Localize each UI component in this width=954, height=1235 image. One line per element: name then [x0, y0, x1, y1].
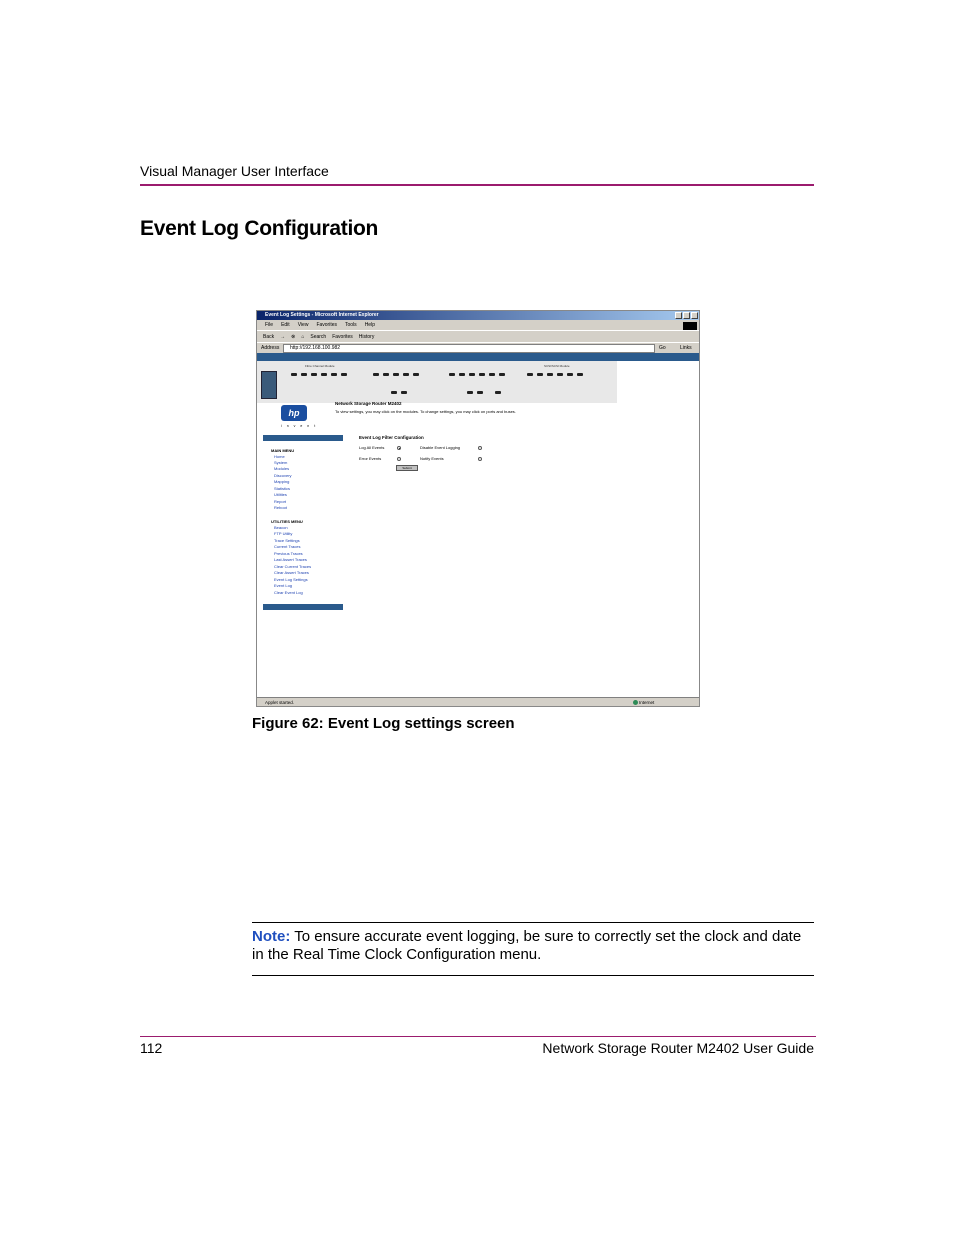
port-icon[interactable]	[403, 373, 409, 376]
port-icon[interactable]	[557, 373, 563, 376]
nav-bar-top	[263, 435, 343, 441]
port-icon[interactable]	[373, 373, 379, 376]
port-icon[interactable]	[527, 373, 533, 376]
top-banner	[257, 353, 699, 361]
invent-tagline: i n v e n t	[281, 424, 318, 428]
nav-link-event-log[interactable]: Event Log	[274, 583, 293, 588]
home-button[interactable]: ⌂	[301, 333, 305, 340]
utilities-menu-heading: UTILITIES MENU	[271, 519, 303, 524]
nav-link-utilities[interactable]: Utilities	[274, 492, 287, 497]
menu-bar	[257, 320, 699, 330]
address-input[interactable]: http://192.168.100.982	[283, 344, 655, 353]
status-bar	[257, 697, 699, 706]
port-icon[interactable]	[547, 373, 553, 376]
port-icon[interactable]	[469, 373, 475, 376]
disable-logging-radio[interactable]	[478, 446, 482, 450]
forward-button[interactable]: →	[280, 333, 286, 340]
port-icon[interactable]	[393, 373, 399, 376]
disable-logging-label: Disable Event Logging	[420, 445, 461, 450]
note-body: To ensure accurate event logging, be sure to correctly set the clock and date in the Real Time Clock Configuration menu.	[252, 928, 802, 963]
nav-link-mapping[interactable]: Mapping	[274, 479, 290, 484]
minimize-button[interactable]	[675, 312, 682, 319]
status-text: Applet started.	[265, 700, 295, 705]
links-button[interactable]: Links	[680, 345, 692, 351]
port-icon[interactable]	[391, 391, 397, 394]
nav-link-discovery[interactable]: Discovery	[274, 473, 292, 478]
nav-link-trace-settings[interactable]: Trace Settings	[274, 538, 300, 543]
log-all-events-radio[interactable]	[397, 446, 401, 450]
nav-link-statistics[interactable]: Statistics	[274, 486, 291, 491]
hp-logo: hp	[281, 405, 307, 421]
port-icon[interactable]	[577, 373, 583, 376]
scsi-module-label: SCSI/SCSI Module	[544, 364, 570, 368]
note-rule-bottom	[252, 975, 814, 976]
nav-link-ftp-utility[interactable]: FTP Utility	[274, 531, 293, 536]
close-button[interactable]	[691, 312, 698, 319]
menu-favorites[interactable]: Favorites	[316, 322, 337, 328]
error-events-radio[interactable]	[397, 457, 401, 461]
menu-help[interactable]: Help	[364, 322, 375, 328]
nav-link-last-assert-traces[interactable]: Last Assert Traces	[274, 557, 307, 562]
menu-file[interactable]: File	[265, 322, 274, 328]
notify-events-radio[interactable]	[478, 457, 482, 461]
port-icon[interactable]	[383, 373, 389, 376]
port-icon[interactable]	[479, 373, 485, 376]
internet-zone-icon	[633, 700, 638, 705]
port-icon[interactable]	[537, 373, 543, 376]
nav-link-clear-current-traces[interactable]: Clear Current Traces	[274, 564, 312, 569]
note	[252, 928, 814, 964]
page-content	[257, 353, 699, 697]
menu-view[interactable]: View	[297, 322, 309, 328]
zone-text: Internet	[639, 700, 655, 705]
port-icon[interactable]	[311, 373, 317, 376]
windows-logo-icon	[683, 322, 697, 330]
port-icon[interactable]	[459, 373, 465, 376]
log-all-events-label: Log All Events	[359, 445, 385, 450]
nav-link-event-log-settings[interactable]: Event Log Settings	[274, 577, 308, 582]
nav-link-previous-traces[interactable]: Previous Traces	[274, 551, 303, 556]
device-title: Network Storage Router M2402	[335, 401, 402, 406]
port-icon[interactable]	[331, 373, 337, 376]
module-strip[interactable]	[257, 361, 617, 403]
maximize-button[interactable]	[683, 312, 690, 319]
nav-link-home[interactable]: Home	[274, 454, 285, 459]
toolbar	[257, 330, 699, 342]
nav-link-current-traces[interactable]: Current Traces	[274, 544, 301, 549]
nav-bar-bottom	[263, 604, 343, 610]
port-icon[interactable]	[467, 391, 473, 394]
note-rule-top	[252, 922, 814, 923]
port-icon[interactable]	[291, 373, 297, 376]
page-title: Event Log Configuration	[140, 217, 379, 240]
port-icon[interactable]	[413, 373, 419, 376]
footer-rule	[140, 1036, 816, 1037]
port-icon[interactable]	[321, 373, 327, 376]
nav-link-reboot[interactable]: Reboot	[274, 505, 287, 510]
main-menu-heading: MAIN MENU	[271, 448, 295, 453]
footer-doc-title: Network Storage Router M2402 User Guide	[542, 1040, 814, 1056]
port-icon[interactable]	[489, 373, 495, 376]
back-button[interactable]: Back	[263, 333, 275, 340]
nav-link-clear-event-log[interactable]: Clear Event Log	[274, 590, 303, 595]
menu-tools[interactable]: Tools	[345, 322, 357, 328]
chassis-icon[interactable]	[261, 371, 277, 399]
header-rule	[140, 184, 814, 186]
favorites-button[interactable]: Favorites	[332, 333, 353, 340]
go-button[interactable]: Go	[659, 345, 666, 351]
port-icon[interactable]	[567, 373, 573, 376]
window-titlebar	[257, 311, 699, 320]
port-icon[interactable]	[341, 373, 347, 376]
menu-edit[interactable]: Edit	[281, 322, 290, 328]
port-icon[interactable]	[499, 373, 505, 376]
port-icon[interactable]	[449, 373, 455, 376]
notify-events-label: Notify Events	[420, 456, 444, 461]
address-bar	[257, 342, 699, 353]
screenshot-window	[256, 310, 700, 707]
window-title: Event Log Settings - Microsoft Internet Explorer	[265, 312, 379, 318]
fc-module-label: Fibre Channel Module	[305, 364, 335, 368]
note-label: Note:	[252, 928, 291, 945]
history-button[interactable]: History	[358, 333, 375, 340]
nav-link-report[interactable]: Report	[274, 499, 287, 504]
address-label: Address	[261, 345, 280, 351]
nav-link-clear-assert-traces[interactable]: Clear Assert Traces	[274, 570, 309, 575]
port-icon[interactable]	[477, 391, 483, 394]
nav-link-system[interactable]: System	[274, 460, 288, 465]
nav-link-beacon[interactable]: Beacon	[274, 525, 288, 530]
stop-button[interactable]: ⊗	[291, 333, 296, 340]
nav-link-modules[interactable]: Modules	[274, 466, 290, 471]
device-description: To view settings, you may click on the modules. To change settings, you may click on ports and buses.	[335, 409, 516, 414]
port-icon[interactable]	[301, 373, 307, 376]
search-button[interactable]: Search	[310, 333, 327, 340]
page-number: 112	[140, 1040, 163, 1056]
running-head: Visual Manager User Interface	[140, 163, 329, 179]
error-events-label: Error Events	[359, 456, 382, 461]
port-icon[interactable]	[495, 391, 501, 394]
form-title: Event Log Filter Configuration	[359, 435, 424, 440]
figure-caption: Figure 62: Event Log settings screen	[252, 715, 515, 732]
submit-button[interactable]: Submit	[396, 465, 418, 471]
port-icon[interactable]	[401, 391, 407, 394]
